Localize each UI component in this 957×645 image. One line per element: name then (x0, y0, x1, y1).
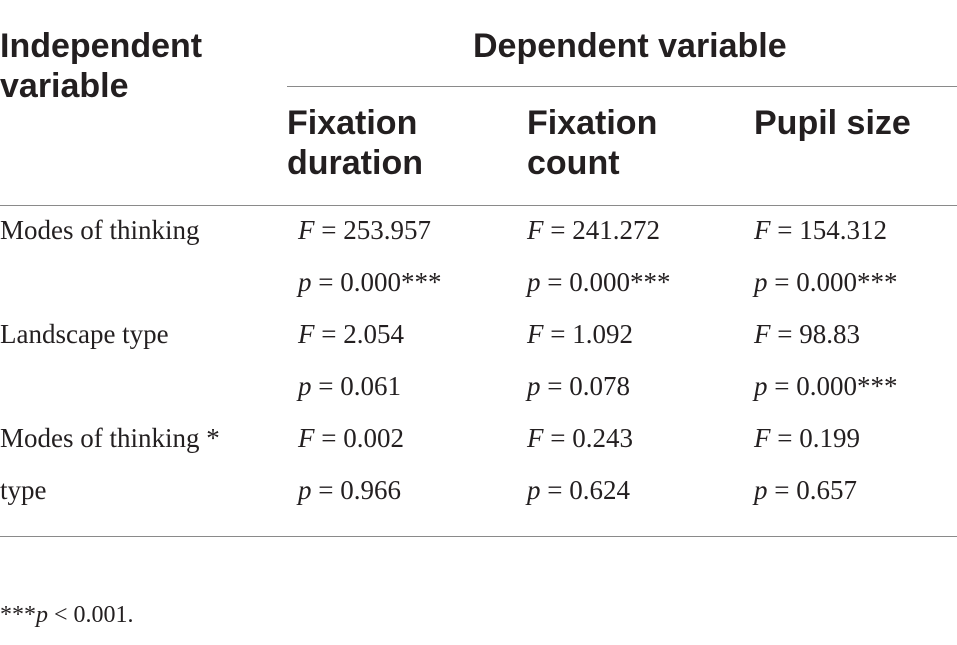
stat-var: F (298, 319, 315, 349)
header-fixation-count-line1: Fixation (527, 104, 658, 142)
table-cell (298, 370, 401, 402)
stat-value: = 0.000*** (540, 267, 671, 297)
stat-value: = 0.243 (543, 423, 633, 453)
table-cell (298, 422, 404, 454)
stat-value: = 0.657 (767, 475, 857, 505)
table-cell (754, 266, 897, 298)
stat-var: F (298, 215, 315, 245)
stat-var: p (754, 475, 768, 505)
header-bottom-rule (0, 205, 957, 206)
header-fixation-duration-line1: Fixation (287, 104, 418, 142)
table-cell (754, 318, 860, 350)
stat-var: F (527, 423, 544, 453)
table-cell (527, 214, 660, 246)
stat-var: p (298, 371, 312, 401)
stat-var: F (754, 215, 771, 245)
stat-value: = 0.966 (311, 475, 401, 505)
footnote-text: < 0.001. (48, 602, 134, 628)
footnote-stars: *** (0, 602, 36, 628)
header-pupil-size: Pupil size (754, 104, 911, 142)
stat-var: p (754, 267, 768, 297)
table-cell (754, 422, 860, 454)
table-cell (298, 214, 431, 246)
stat-value: = 0.000*** (311, 267, 442, 297)
stat-var: F (754, 319, 771, 349)
table-cell (527, 318, 633, 350)
header-dependent-variable: Dependent variable (473, 27, 787, 65)
stat-value: = 154.312 (770, 215, 887, 245)
stat-value: = 0.078 (540, 371, 630, 401)
header-fixation-count-line2: count (527, 144, 620, 182)
table-bottom-rule (0, 536, 957, 537)
stat-value: = 0.061 (311, 371, 401, 401)
row-label: Modes of thinking (0, 215, 200, 245)
footnote-var: p (36, 602, 48, 628)
table-cell (754, 474, 857, 506)
stat-value: = 0.000*** (767, 371, 898, 401)
table-cell (527, 422, 633, 454)
header-divider (287, 86, 957, 87)
row-label: Modes of thinking * (0, 423, 220, 453)
table-cell (754, 214, 887, 246)
stat-value: = 0.624 (540, 475, 630, 505)
footnote (0, 600, 134, 630)
table-cell (298, 266, 441, 298)
table-cell (527, 474, 630, 506)
row-label: Landscape type (0, 319, 169, 349)
stat-value: = 98.83 (770, 319, 860, 349)
table-cell (298, 318, 404, 350)
stat-value: = 1.092 (543, 319, 633, 349)
stat-var: p (754, 371, 768, 401)
stat-value: = 0.199 (770, 423, 860, 453)
stat-var: p (527, 267, 541, 297)
stat-var: F (298, 423, 315, 453)
stat-value: = 253.957 (314, 215, 431, 245)
header-independent-line1: Independent (0, 27, 203, 65)
stat-var: p (298, 267, 312, 297)
stat-value: = 0.002 (314, 423, 404, 453)
stat-var: F (527, 319, 544, 349)
stat-var: p (527, 475, 541, 505)
table-cell (754, 370, 897, 402)
stat-value: = 0.000*** (767, 267, 898, 297)
stat-var: p (298, 475, 312, 505)
table-cell (527, 370, 630, 402)
stat-var: p (527, 371, 541, 401)
row-label: type (0, 475, 47, 505)
stat-value: = 2.054 (314, 319, 404, 349)
stat-var: F (527, 215, 544, 245)
header-independent-line2: variable (0, 67, 129, 105)
table-cell (527, 266, 670, 298)
stat-value: = 241.272 (543, 215, 660, 245)
header-fixation-duration-line2: duration (287, 144, 423, 182)
table-cell (298, 474, 401, 506)
stat-var: F (754, 423, 771, 453)
